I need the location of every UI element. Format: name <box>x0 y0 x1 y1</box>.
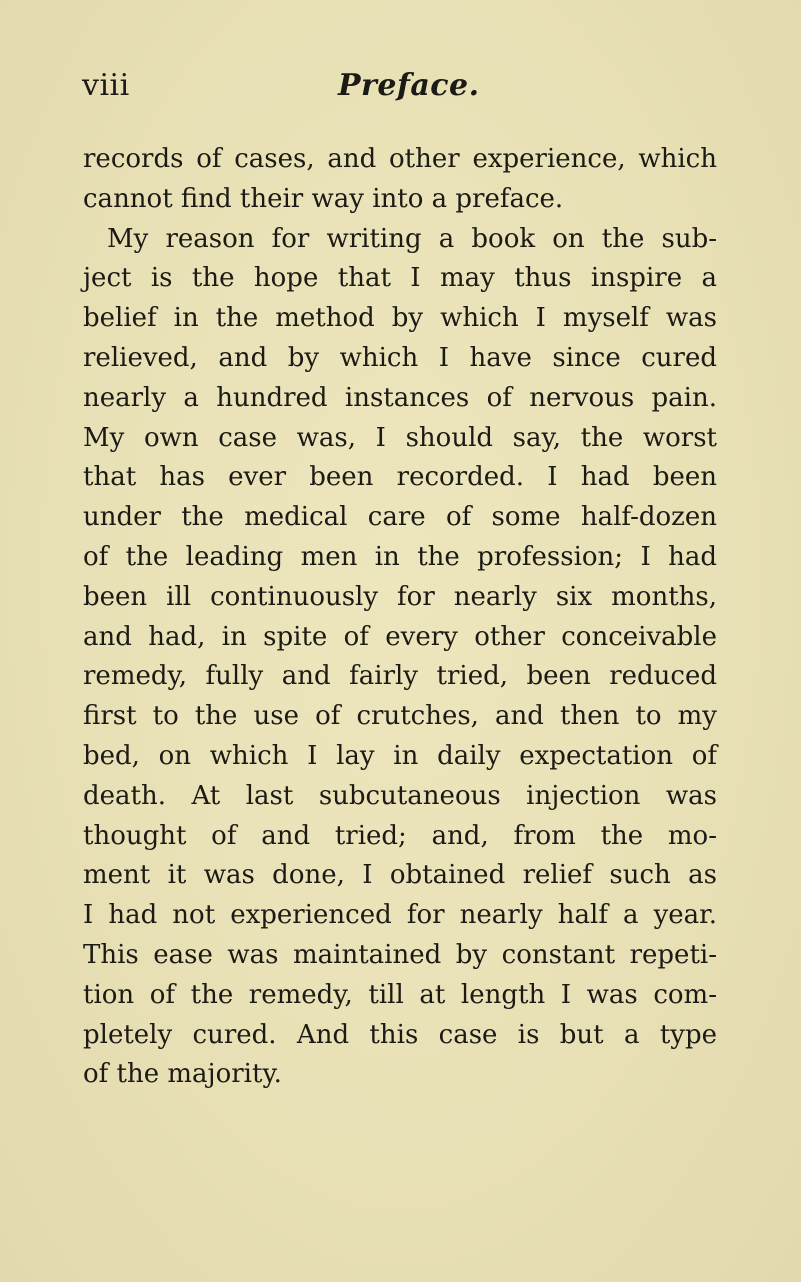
body-text <box>83 140 717 1095</box>
text-line: I had not experienced for nearly half a year. <box>83 900 717 931</box>
text-line: pletely cured. And this case is but a type <box>83 1019 717 1050</box>
text-line: records of cases, and other experience, which <box>83 144 717 174</box>
text-line: of the majority. <box>83 1059 282 1090</box>
text-line: This ease was maintained by constant repeti- <box>83 939 717 970</box>
text-line: ment it was done, I obtained relief such as <box>83 860 717 891</box>
page-number: viii <box>82 68 130 103</box>
text-line: and had, in spite of every other conceivable <box>83 621 717 652</box>
text-line: been ill continuously for nearly six months, <box>83 581 717 612</box>
text-line: that has ever been recorded. I had been <box>83 462 717 493</box>
text-line: ject is the hope that I may thus inspire a <box>83 263 717 294</box>
text-line: tion of the remedy, till at length I was com- <box>83 979 717 1010</box>
text-line: thought of and tried; and, from the mo- <box>83 820 717 851</box>
text-line: first to the use of crutches, and then to my <box>83 701 717 732</box>
text-line: of the leading men in the profession; I had <box>83 541 717 572</box>
text-line: under the medical care of some half-dozen <box>83 502 717 533</box>
page-header <box>82 68 722 112</box>
text-line: death. At last subcutaneous injection was <box>83 780 717 811</box>
text-line: My own case was, I should say, the worst <box>83 422 717 453</box>
text-line: bed, on which I lay in daily expectation of <box>83 740 717 771</box>
text-line: My reason for writing a book on the sub- <box>107 223 717 254</box>
running-head: Preface. <box>338 68 480 103</box>
text-line: remedy, fully and fairly tried, been reduced <box>83 661 717 692</box>
text-line: relieved, and by which I have since cured <box>83 342 717 373</box>
text-line: belief in the method by which I myself was <box>83 303 717 334</box>
text-line: nearly a hundred instances of nervous pain. <box>83 382 717 413</box>
text-line: cannot find their way into a preface. <box>83 183 564 214</box>
